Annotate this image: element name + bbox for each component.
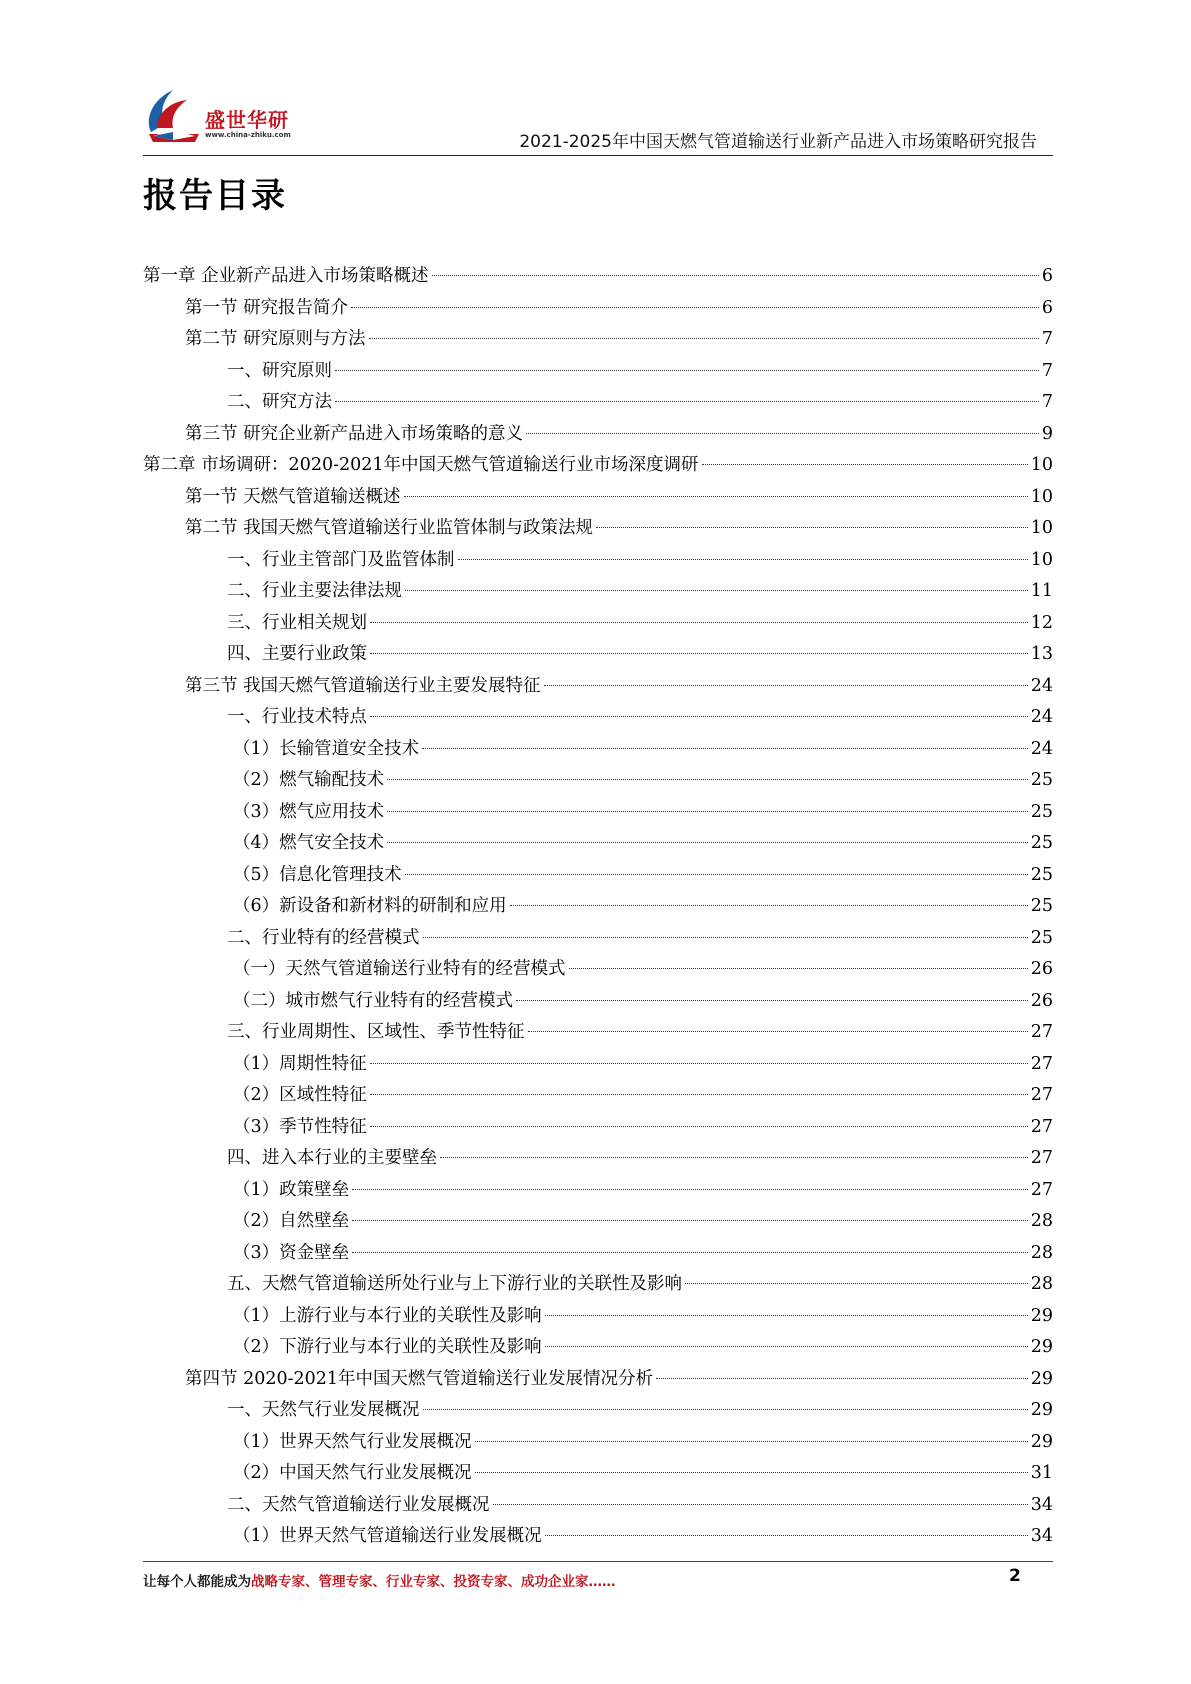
toc-leader-dots	[656, 1378, 1028, 1379]
toc-entry-page: 25	[1030, 864, 1053, 885]
toc-entry[interactable]	[143, 450, 1053, 482]
toc-entry-title: （2）自然壁垒	[233, 1211, 350, 1231]
toc-entry[interactable]	[143, 986, 1053, 1018]
toc-entry-page: 7	[1041, 329, 1053, 349]
toc-leader-dots	[370, 622, 1028, 623]
page-title: 报告目录	[143, 176, 287, 216]
toc-entry-page: 6	[1041, 297, 1053, 318]
toc-entry-title: （6）新设备和新材料的研制和应用	[233, 896, 507, 916]
toc-entry[interactable]	[143, 1049, 1053, 1081]
toc-entry[interactable]	[143, 387, 1053, 419]
toc-entry-page: 25	[1030, 833, 1053, 853]
toc-entry[interactable]	[143, 356, 1053, 388]
toc-entry-title: 四、进入本行业的主要壁垒	[227, 1148, 437, 1168]
toc-entry-title: 一、行业主管部门及监管体制	[227, 549, 455, 570]
toc-leader-dots	[685, 1283, 1028, 1284]
logo-emblem-icon	[143, 84, 205, 148]
toc-entry-page: 29	[1030, 1400, 1053, 1420]
toc-entry-title: 三、行业相关规划	[227, 612, 367, 633]
toc-leader-dots	[458, 559, 1028, 560]
toc-entry[interactable]	[143, 702, 1053, 734]
toc-entry-page: 29	[1030, 1368, 1053, 1389]
toc-leader-dots	[352, 1220, 1028, 1221]
toc-entry-title: （3）燃气应用技术	[233, 801, 385, 822]
toc-entry-title: 第二节 研究原则与方法	[185, 329, 366, 349]
toc-entry[interactable]	[143, 1332, 1053, 1364]
toc-entry-title: 五、天燃气管道输送所处行业与上下游行业的关联性及影响	[227, 1274, 682, 1294]
toc-leader-dots	[423, 1409, 1028, 1410]
toc-entry-page: 7	[1041, 392, 1053, 412]
toc-entry[interactable]	[143, 545, 1053, 577]
toc-entry-title: （2）下游行业与本行业的关联性及影响	[233, 1337, 542, 1357]
toc-leader-dots	[493, 1504, 1028, 1505]
toc-leader-dots	[432, 275, 1039, 276]
toc-entry[interactable]	[143, 1238, 1053, 1270]
toc-entry-title: （3）资金壁垒	[233, 1242, 350, 1263]
toc-entry-page: 29	[1030, 1431, 1053, 1452]
toc-leader-dots	[370, 1063, 1028, 1064]
toc-leader-dots	[569, 968, 1028, 969]
toc-entry-title: （5）信息化管理技术	[233, 864, 402, 885]
toc-entry[interactable]	[143, 734, 1053, 766]
toc-entry[interactable]	[143, 576, 1053, 608]
toc-leader-dots	[422, 748, 1028, 749]
toc-leader-dots	[370, 653, 1028, 654]
toc-entry[interactable]	[143, 1206, 1053, 1238]
toc-entry-title: 第一章 企业新产品进入市场策略概述	[143, 266, 429, 286]
toc-leader-dots	[475, 1472, 1028, 1473]
toc-entry-title: （1）世界天然气管道输送行业发展概况	[233, 1526, 542, 1546]
toc-entry-title: 一、天然气行业发展概况	[227, 1400, 420, 1420]
toc-leader-dots	[335, 370, 1039, 371]
toc-leader-dots	[370, 1126, 1028, 1127]
toc-entry-page: 12	[1030, 612, 1053, 633]
toc-leader-dots	[475, 1441, 1028, 1442]
toc-entry[interactable]	[143, 1112, 1053, 1144]
toc-leader-dots	[545, 1315, 1028, 1316]
toc-entry-page: 29	[1030, 1337, 1053, 1357]
toc-leader-dots	[404, 496, 1028, 497]
toc-entry-title: 四、主要行业政策	[227, 644, 367, 664]
toc-entry-title: 三、行业周期性、区域性、季节性特征	[227, 1022, 525, 1042]
toc-leader-dots	[545, 1346, 1028, 1347]
toc-entry-page: 26	[1030, 959, 1053, 979]
toc-entry-page: 25	[1030, 896, 1053, 916]
toc-entry[interactable]	[143, 1175, 1053, 1207]
toc-entry-title: 二、行业特有的经营模式	[227, 927, 420, 948]
toc-entry-title: （3）季节性特征	[233, 1116, 367, 1137]
toc-entry-title: 第二节 我国天燃气管道输送行业监管体制与政策法规	[185, 518, 594, 538]
toc-entry-title: （4）燃气安全技术	[233, 833, 385, 853]
toc-leader-dots	[405, 590, 1028, 591]
toc-entry-page: 24	[1030, 738, 1053, 759]
toc-entry-title: 一、行业技术特点	[227, 707, 367, 727]
toc-entry[interactable]	[143, 482, 1053, 514]
toc-entry-page: 9	[1041, 423, 1053, 444]
toc-entry-title: 第四节 2020-2021年中国天燃气管道输送行业发展情况分析	[185, 1368, 654, 1389]
toc-entry-page: 27	[1030, 1022, 1053, 1042]
toc-entry-title: （1）上游行业与本行业的关联性及影响	[233, 1305, 542, 1326]
toc-entry-page: 13	[1030, 644, 1053, 664]
toc-entry[interactable]	[143, 1143, 1053, 1175]
toc-entry-page: 24	[1030, 707, 1053, 727]
toc-entry-title: （2）燃气输配技术	[233, 770, 385, 790]
slogan-highlight: 战略专家、管理专家、行业专家、投资专家、成功企业家……	[251, 1574, 616, 1590]
toc-leader-dots	[369, 338, 1039, 339]
toc-leader-dots	[510, 905, 1028, 906]
toc-leader-dots	[516, 1000, 1028, 1001]
toc-entry-page: 34	[1030, 1526, 1053, 1546]
toc-leader-dots	[440, 1157, 1028, 1158]
toc-entry-title: 第三节 研究企业新产品进入市场策略的意义	[185, 423, 524, 444]
toc-leader-dots	[351, 307, 1039, 308]
toc-entry[interactable]	[143, 261, 1053, 293]
toc-entry-title: 第一节 天燃气管道输送概述	[185, 486, 401, 507]
toc-entry[interactable]	[143, 1490, 1053, 1522]
footer-divider	[143, 1561, 1053, 1562]
toc-entry-page: 10	[1030, 455, 1053, 475]
toc-entry-title: 二、行业主要法律法规	[227, 581, 402, 601]
toc-entry-title: （二）城市燃气行业特有的经营模式	[233, 990, 513, 1011]
toc-leader-dots	[352, 1189, 1028, 1190]
toc-entry-page: 28	[1030, 1242, 1053, 1263]
toc-entry-title: 二、天然气管道输送行业发展概况	[227, 1494, 490, 1515]
toc-entry[interactable]	[143, 1364, 1053, 1396]
header-divider	[143, 155, 1053, 156]
toc-leader-dots	[702, 464, 1028, 465]
toc-entry-page: 34	[1030, 1494, 1053, 1515]
toc-entry-page: 25	[1030, 801, 1053, 822]
toc-entry[interactable]	[143, 1080, 1053, 1112]
toc-entry-page: 27	[1030, 1148, 1053, 1168]
toc-leader-dots	[526, 433, 1039, 434]
logo-name: 盛世华研	[205, 108, 289, 132]
toc-leader-dots	[387, 811, 1028, 812]
toc-entry-page: 27	[1030, 1053, 1053, 1074]
toc-entry[interactable]	[143, 1395, 1053, 1427]
toc-entry-page: 27	[1030, 1116, 1053, 1137]
toc-entry[interactable]	[143, 608, 1053, 640]
toc-entry[interactable]	[143, 513, 1053, 545]
toc-leader-dots	[335, 401, 1039, 402]
toc-entry[interactable]	[143, 891, 1053, 923]
toc-entry[interactable]	[143, 1458, 1053, 1490]
company-logo	[143, 84, 323, 154]
toc-leader-dots	[370, 1094, 1028, 1095]
toc-entry-page: 27	[1030, 1085, 1053, 1105]
toc-entry-page: 31	[1030, 1463, 1053, 1483]
toc-entry-title: （1）世界天然气行业发展概况	[233, 1431, 472, 1452]
toc-entry[interactable]	[143, 797, 1053, 829]
toc-entry[interactable]	[143, 1017, 1053, 1049]
report-title: 2021-2025年中国天燃气管道输送行业新产品进入市场策略研究报告	[519, 132, 1037, 152]
toc-entry[interactable]	[143, 324, 1053, 356]
toc-entry-page: 29	[1030, 1305, 1053, 1326]
slogan-prefix: 让每个人都能成为	[143, 1574, 251, 1590]
page-number: 2	[1009, 1566, 1021, 1586]
footer-slogan	[143, 1570, 616, 1590]
toc-entry-page: 10	[1030, 518, 1053, 538]
logo-url: www.china-zhiku.com	[205, 131, 291, 139]
toc-entry[interactable]	[143, 1269, 1053, 1301]
toc-entry-title: （一）天然气管道输送行业特有的经营模式	[233, 959, 566, 979]
toc-entry[interactable]	[143, 923, 1053, 955]
toc-entry[interactable]	[143, 954, 1053, 986]
toc-entry[interactable]	[143, 1427, 1053, 1459]
toc-entry-page: 24	[1030, 675, 1053, 696]
toc-entry-page: 26	[1030, 990, 1053, 1011]
toc-entry-title: 第三节 我国天燃气管道输送行业主要发展特征	[185, 675, 541, 696]
toc-entry-title: （2）区域性特征	[233, 1085, 367, 1105]
toc-leader-dots	[405, 874, 1028, 875]
toc-entry-title: 第二章 市场调研：2020-2021年中国天燃气管道输送行业市场深度调研	[143, 455, 699, 475]
table-of-contents	[143, 261, 1053, 1553]
page-header	[143, 84, 1053, 160]
toc-entry[interactable]	[143, 639, 1053, 671]
toc-leader-dots	[352, 1252, 1028, 1253]
toc-entry-page: 6	[1041, 266, 1053, 286]
toc-entry[interactable]	[143, 671, 1053, 703]
toc-entry-page: 7	[1041, 360, 1053, 381]
toc-entry[interactable]	[143, 828, 1053, 860]
toc-entry-title: （1）长输管道安全技术	[233, 738, 420, 759]
toc-leader-dots	[545, 1535, 1028, 1536]
toc-entry-page: 11	[1030, 581, 1053, 601]
toc-entry[interactable]	[143, 1301, 1053, 1333]
toc-entry-title: 二、研究方法	[227, 392, 332, 412]
toc-leader-dots	[423, 937, 1028, 938]
toc-leader-dots	[387, 779, 1028, 780]
toc-entry-title: （1）政策壁垒	[233, 1179, 350, 1200]
toc-leader-dots	[544, 685, 1028, 686]
toc-leader-dots	[596, 527, 1028, 528]
toc-leader-dots	[528, 1031, 1028, 1032]
toc-entry-title: （2）中国天然气行业发展概况	[233, 1463, 472, 1483]
toc-entry[interactable]	[143, 860, 1053, 892]
toc-entry[interactable]	[143, 419, 1053, 451]
toc-entry-page: 28	[1030, 1211, 1053, 1231]
toc-entry-title: 第一节 研究报告简介	[185, 297, 349, 318]
toc-entry-page: 10	[1030, 486, 1053, 507]
toc-entry-title: 一、研究原则	[227, 360, 332, 381]
toc-entry-page: 25	[1030, 927, 1053, 948]
toc-entry-page: 25	[1030, 770, 1053, 790]
toc-entry-page: 10	[1030, 549, 1053, 570]
toc-leader-dots	[387, 842, 1028, 843]
toc-entry-page: 27	[1030, 1179, 1053, 1200]
toc-entry[interactable]	[143, 1521, 1053, 1553]
toc-entry-page: 28	[1030, 1274, 1053, 1294]
toc-leader-dots	[370, 716, 1028, 717]
toc-entry[interactable]	[143, 293, 1053, 325]
toc-entry-title: （1）周期性特征	[233, 1053, 367, 1074]
toc-entry[interactable]	[143, 765, 1053, 797]
